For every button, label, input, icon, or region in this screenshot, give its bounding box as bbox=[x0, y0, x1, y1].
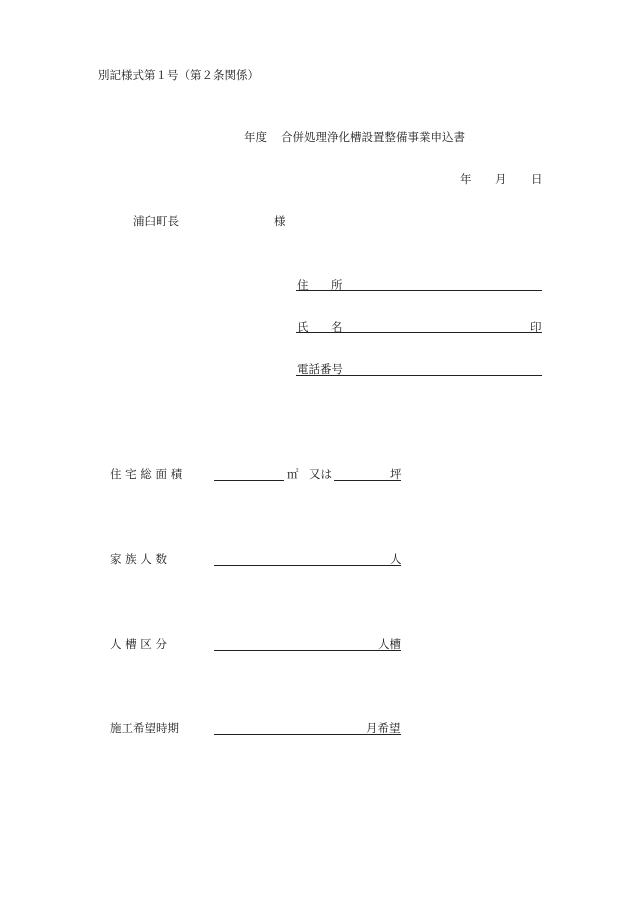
floor-area-unit-tsubo: 坪 bbox=[390, 467, 402, 481]
floor-area-or: 又は bbox=[309, 467, 332, 481]
address-field-line[interactable] bbox=[296, 290, 542, 291]
address-label-first: 住 bbox=[297, 278, 309, 292]
floor-area-label: 住 宅 総 面 積 bbox=[110, 467, 183, 481]
seal-mark: 印 bbox=[530, 320, 542, 334]
title-year-prefix: 年度 bbox=[244, 130, 267, 144]
addressee-honorific: 様 bbox=[274, 214, 286, 228]
address-label-second: 所 bbox=[331, 278, 343, 292]
floor-area-tsubo-line[interactable] bbox=[334, 480, 401, 481]
addressee-name: 浦臼町長 bbox=[133, 214, 179, 228]
family-size-unit: 人 bbox=[390, 552, 402, 566]
construction-period-line[interactable] bbox=[214, 734, 401, 735]
floor-area-unit-sqm: ㎡ bbox=[287, 467, 299, 481]
construction-period-label: 施工希望時期 bbox=[110, 721, 179, 735]
phone-label: 電話番号 bbox=[297, 362, 343, 376]
construction-period-unit: 月希望 bbox=[366, 721, 401, 735]
name-field-line[interactable] bbox=[296, 332, 542, 333]
tank-class-line[interactable] bbox=[214, 650, 401, 651]
phone-field-line[interactable] bbox=[296, 375, 542, 376]
date-month-label: 月 bbox=[495, 172, 507, 186]
name-label-second: 名 bbox=[331, 320, 343, 334]
date-day-label: 日 bbox=[531, 172, 543, 186]
family-size-line[interactable] bbox=[214, 565, 401, 566]
form-number: 別記様式第１号（第２条関係） bbox=[98, 68, 259, 82]
tank-class-label: 人 槽 区 分 bbox=[110, 637, 167, 651]
floor-area-sqm-line[interactable] bbox=[214, 480, 284, 481]
tank-class-unit: 人槽 bbox=[378, 637, 401, 651]
date-year-label: 年 bbox=[460, 172, 472, 186]
family-size-label: 家 族 人 数 bbox=[110, 552, 167, 566]
document-title: 合併処理浄化槽設置整備事業申込書 bbox=[281, 130, 465, 144]
name-label-first: 氏 bbox=[297, 320, 309, 334]
